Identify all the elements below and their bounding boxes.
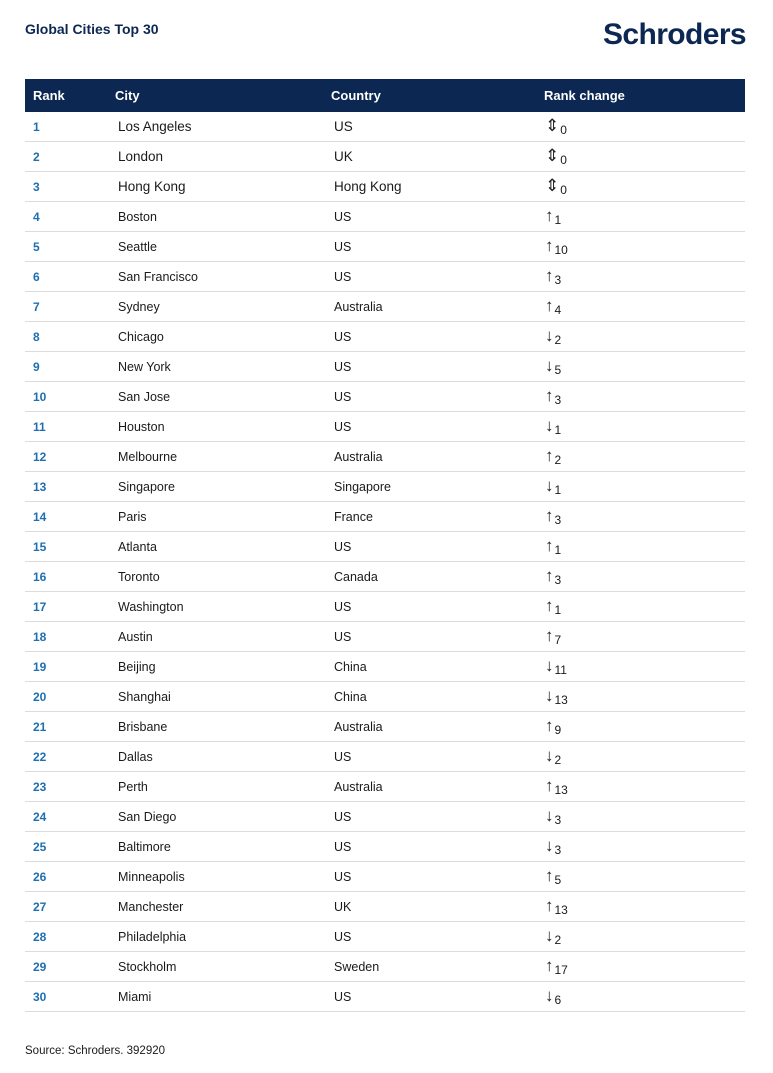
table-row xyxy=(25,412,745,442)
country-cell: US xyxy=(323,742,539,772)
rank-change-value: 4 xyxy=(554,302,562,317)
down-arrow-icon: ↓ xyxy=(545,835,554,855)
country-cell: Australia xyxy=(323,772,539,802)
up-arrow-icon: ↑ xyxy=(545,235,554,255)
rank-change-value: 1 xyxy=(554,422,562,437)
rank-cell: 5 xyxy=(25,232,107,262)
down-arrow-icon: ↓ xyxy=(545,475,554,495)
table-row xyxy=(25,952,745,982)
rank-cell: 4 xyxy=(25,202,107,232)
city-cell: Manchester xyxy=(107,892,323,922)
table-row xyxy=(25,622,745,652)
up-arrow-icon: ↑ xyxy=(545,295,554,315)
city-cell: Toronto xyxy=(107,562,323,592)
table-row xyxy=(25,682,745,712)
country-cell: Sweden xyxy=(323,952,539,982)
country-cell: Singapore xyxy=(323,472,539,502)
city-cell: Seattle xyxy=(107,232,323,262)
up-arrow-icon: ↑ xyxy=(545,895,554,915)
city-cell: Austin xyxy=(107,622,323,652)
down-arrow-icon: ↓ xyxy=(545,925,554,945)
up-arrow-icon: ↑ xyxy=(545,715,554,735)
table-row xyxy=(25,592,745,622)
city-cell: Chicago xyxy=(107,322,323,352)
rank-change-cell xyxy=(539,112,745,142)
table-row xyxy=(25,652,745,682)
rank-cell: 6 xyxy=(25,262,107,292)
down-arrow-icon: ↓ xyxy=(545,325,554,345)
up-arrow-icon: ↑ xyxy=(545,265,554,285)
rank-change-cell xyxy=(539,202,745,232)
cities-table xyxy=(25,79,745,1012)
rank-change-cell xyxy=(539,442,745,472)
rank-change-cell xyxy=(539,952,745,982)
city-cell: Hong Kong xyxy=(107,172,323,202)
page-title: Global Cities Top 30 xyxy=(25,21,159,37)
table-header-row xyxy=(25,79,745,112)
rank-change-cell xyxy=(539,532,745,562)
country-cell: US xyxy=(323,412,539,442)
country-cell: US xyxy=(323,202,539,232)
country-cell: US xyxy=(323,232,539,262)
rank-change-cell xyxy=(539,232,745,262)
city-cell: Minneapolis xyxy=(107,862,323,892)
country-cell: Hong Kong xyxy=(323,172,539,202)
column-header-country: Country xyxy=(323,79,539,112)
city-cell: San Jose xyxy=(107,382,323,412)
rank-change-value: 10 xyxy=(554,242,568,257)
rank-change-value: 3 xyxy=(554,572,562,587)
city-cell: Shanghai xyxy=(107,682,323,712)
rank-cell: 9 xyxy=(25,352,107,382)
country-cell: US xyxy=(323,322,539,352)
rank-cell: 14 xyxy=(25,502,107,532)
column-header-rank: Rank xyxy=(25,79,107,112)
rank-cell: 23 xyxy=(25,772,107,802)
country-cell: Canada xyxy=(323,562,539,592)
city-cell: Baltimore xyxy=(107,832,323,862)
rank-change-cell xyxy=(539,592,745,622)
rank-change-value: 3 xyxy=(554,842,562,857)
rank-change-value: 13 xyxy=(554,902,568,917)
country-cell: US xyxy=(323,982,539,1012)
rank-change-cell xyxy=(539,322,745,352)
city-cell: New York xyxy=(107,352,323,382)
table-row xyxy=(25,772,745,802)
rank-cell: 22 xyxy=(25,742,107,772)
rank-change-cell xyxy=(539,832,745,862)
rank-cell: 11 xyxy=(25,412,107,442)
rank-cell: 8 xyxy=(25,322,107,352)
table-row xyxy=(25,862,745,892)
city-cell: San Diego xyxy=(107,802,323,832)
down-arrow-icon: ↓ xyxy=(545,745,554,765)
up-arrow-icon: ↑ xyxy=(545,505,554,525)
rank-change-value: 11 xyxy=(554,662,567,677)
column-header-rank-change: Rank change xyxy=(539,79,745,112)
rank-change-cell xyxy=(539,472,745,502)
rank-change-cell xyxy=(539,982,745,1012)
city-cell: Los Angeles xyxy=(107,112,323,142)
table-row xyxy=(25,562,745,592)
rank-change-cell xyxy=(539,352,745,382)
rank-change-cell xyxy=(539,892,745,922)
country-cell: US xyxy=(323,922,539,952)
rank-change-value: 3 xyxy=(554,512,562,527)
city-cell: San Francisco xyxy=(107,262,323,292)
up-arrow-icon: ↑ xyxy=(545,565,554,585)
table-row xyxy=(25,712,745,742)
rank-cell: 26 xyxy=(25,862,107,892)
rank-change-cell xyxy=(539,412,745,442)
rank-change-cell xyxy=(539,502,745,532)
city-cell: Paris xyxy=(107,502,323,532)
rank-change-value: 2 xyxy=(554,932,562,947)
up-down-arrow-icon: ⇕ xyxy=(545,145,560,165)
rank-change-cell xyxy=(539,922,745,952)
rank-cell: 13 xyxy=(25,472,107,502)
country-cell: China xyxy=(323,652,539,682)
rank-cell: 21 xyxy=(25,712,107,742)
table-row xyxy=(25,892,745,922)
country-cell: France xyxy=(323,502,539,532)
rank-cell: 7 xyxy=(25,292,107,322)
rank-change-cell xyxy=(539,712,745,742)
up-arrow-icon: ↑ xyxy=(545,775,554,795)
table-row xyxy=(25,232,745,262)
table-row xyxy=(25,112,745,142)
table-row xyxy=(25,802,745,832)
rank-change-cell xyxy=(539,262,745,292)
rank-cell: 2 xyxy=(25,142,107,172)
country-cell: Australia xyxy=(323,712,539,742)
country-cell: US xyxy=(323,802,539,832)
country-cell: Australia xyxy=(323,442,539,472)
up-down-arrow-icon: ⇕ xyxy=(545,175,560,195)
table-row xyxy=(25,982,745,1012)
rank-change-cell xyxy=(539,562,745,592)
country-cell: US xyxy=(323,382,539,412)
rank-change-value: 6 xyxy=(554,992,562,1007)
rank-cell: 28 xyxy=(25,922,107,952)
city-cell: Brisbane xyxy=(107,712,323,742)
rank-cell: 19 xyxy=(25,652,107,682)
rank-change-value: 5 xyxy=(554,872,562,887)
rank-change-cell xyxy=(539,142,745,172)
rank-change-cell xyxy=(539,862,745,892)
city-cell: Singapore xyxy=(107,472,323,502)
city-cell: Sydney xyxy=(107,292,323,322)
table-row xyxy=(25,382,745,412)
rank-change-value: 1 xyxy=(554,542,562,557)
rank-change-cell xyxy=(539,742,745,772)
country-cell: US xyxy=(323,862,539,892)
city-cell: Boston xyxy=(107,202,323,232)
rank-change-value: 3 xyxy=(554,812,562,827)
city-cell: Beijing xyxy=(107,652,323,682)
source-note: Source: Schroders. 392920 xyxy=(25,1045,166,1057)
rank-change-value: 13 xyxy=(554,692,568,707)
rank-cell: 16 xyxy=(25,562,107,592)
rank-change-value: 7 xyxy=(554,632,562,647)
table-row xyxy=(25,472,745,502)
city-cell: Stockholm xyxy=(107,952,323,982)
rank-change-cell xyxy=(539,292,745,322)
rank-change-cell xyxy=(539,622,745,652)
rank-change-cell xyxy=(539,652,745,682)
rank-change-value: 1 xyxy=(554,212,562,227)
up-arrow-icon: ↑ xyxy=(545,535,554,555)
rank-cell: 24 xyxy=(25,802,107,832)
city-cell: Philadelphia xyxy=(107,922,323,952)
table-row xyxy=(25,322,745,352)
table-row xyxy=(25,262,745,292)
city-cell: Atlanta xyxy=(107,532,323,562)
rank-cell: 1 xyxy=(25,112,107,142)
rank-change-value: 0 xyxy=(560,182,567,197)
table-row xyxy=(25,292,745,322)
rank-cell: 18 xyxy=(25,622,107,652)
rank-change-cell xyxy=(539,802,745,832)
rank-change-value: 9 xyxy=(554,722,562,737)
table-row xyxy=(25,202,745,232)
rank-change-value: 1 xyxy=(554,602,562,617)
rank-change-cell xyxy=(539,382,745,412)
table-row xyxy=(25,502,745,532)
up-arrow-icon: ↑ xyxy=(545,205,554,225)
rank-change-value: 3 xyxy=(554,392,562,407)
up-arrow-icon: ↑ xyxy=(545,955,554,975)
city-cell: Melbourne xyxy=(107,442,323,472)
up-arrow-icon: ↑ xyxy=(545,625,554,645)
up-arrow-icon: ↑ xyxy=(545,385,554,405)
down-arrow-icon: ↓ xyxy=(545,985,554,1005)
table-row xyxy=(25,742,745,772)
country-cell: US xyxy=(323,832,539,862)
rank-change-value: 3 xyxy=(554,272,562,287)
rank-change-value: 0 xyxy=(560,122,567,137)
rank-change-value: 13 xyxy=(554,782,568,797)
column-header-city: City xyxy=(107,79,323,112)
rank-change-value: 0 xyxy=(560,152,567,167)
table-row xyxy=(25,442,745,472)
city-cell: Dallas xyxy=(107,742,323,772)
country-cell: UK xyxy=(323,892,539,922)
country-cell: US xyxy=(323,532,539,562)
country-cell: UK xyxy=(323,142,539,172)
city-cell: London xyxy=(107,142,323,172)
country-cell: China xyxy=(323,682,539,712)
country-cell: US xyxy=(323,112,539,142)
up-down-arrow-icon: ⇕ xyxy=(545,115,560,135)
up-arrow-icon: ↑ xyxy=(545,595,554,615)
rank-change-value: 17 xyxy=(554,962,568,977)
rank-change-cell xyxy=(539,772,745,802)
rank-cell: 25 xyxy=(25,832,107,862)
rank-change-value: 1 xyxy=(554,482,562,497)
schroders-logo: Schroders xyxy=(603,18,746,51)
up-arrow-icon: ↑ xyxy=(545,865,554,885)
table-row xyxy=(25,832,745,862)
down-arrow-icon: ↓ xyxy=(545,685,554,705)
up-arrow-icon: ↑ xyxy=(545,445,554,465)
rank-change-value: 5 xyxy=(554,362,562,377)
rank-cell: 12 xyxy=(25,442,107,472)
table-row xyxy=(25,532,745,562)
rank-cell: 29 xyxy=(25,952,107,982)
rank-cell: 17 xyxy=(25,592,107,622)
down-arrow-icon: ↓ xyxy=(545,805,554,825)
city-cell: Houston xyxy=(107,412,323,442)
down-arrow-icon: ↓ xyxy=(545,655,554,675)
rank-cell: 10 xyxy=(25,382,107,412)
rank-cell: 30 xyxy=(25,982,107,1012)
down-arrow-icon: ↓ xyxy=(545,355,554,375)
city-cell: Perth xyxy=(107,772,323,802)
table-row xyxy=(25,172,745,202)
rank-cell: 27 xyxy=(25,892,107,922)
rank-change-cell xyxy=(539,172,745,202)
rank-change-value: 2 xyxy=(554,452,562,467)
table-row xyxy=(25,922,745,952)
country-cell: US xyxy=(323,352,539,382)
country-cell: US xyxy=(323,262,539,292)
table-row xyxy=(25,352,745,382)
rank-cell: 15 xyxy=(25,532,107,562)
rank-cell: 3 xyxy=(25,172,107,202)
country-cell: Australia xyxy=(323,292,539,322)
rank-change-value: 2 xyxy=(554,752,562,767)
city-cell: Miami xyxy=(107,982,323,1012)
city-cell: Washington xyxy=(107,592,323,622)
rank-change-cell xyxy=(539,682,745,712)
country-cell: US xyxy=(323,622,539,652)
rank-change-value: 2 xyxy=(554,332,562,347)
down-arrow-icon: ↓ xyxy=(545,415,554,435)
country-cell: US xyxy=(323,592,539,622)
rank-cell: 20 xyxy=(25,682,107,712)
table-row xyxy=(25,142,745,172)
